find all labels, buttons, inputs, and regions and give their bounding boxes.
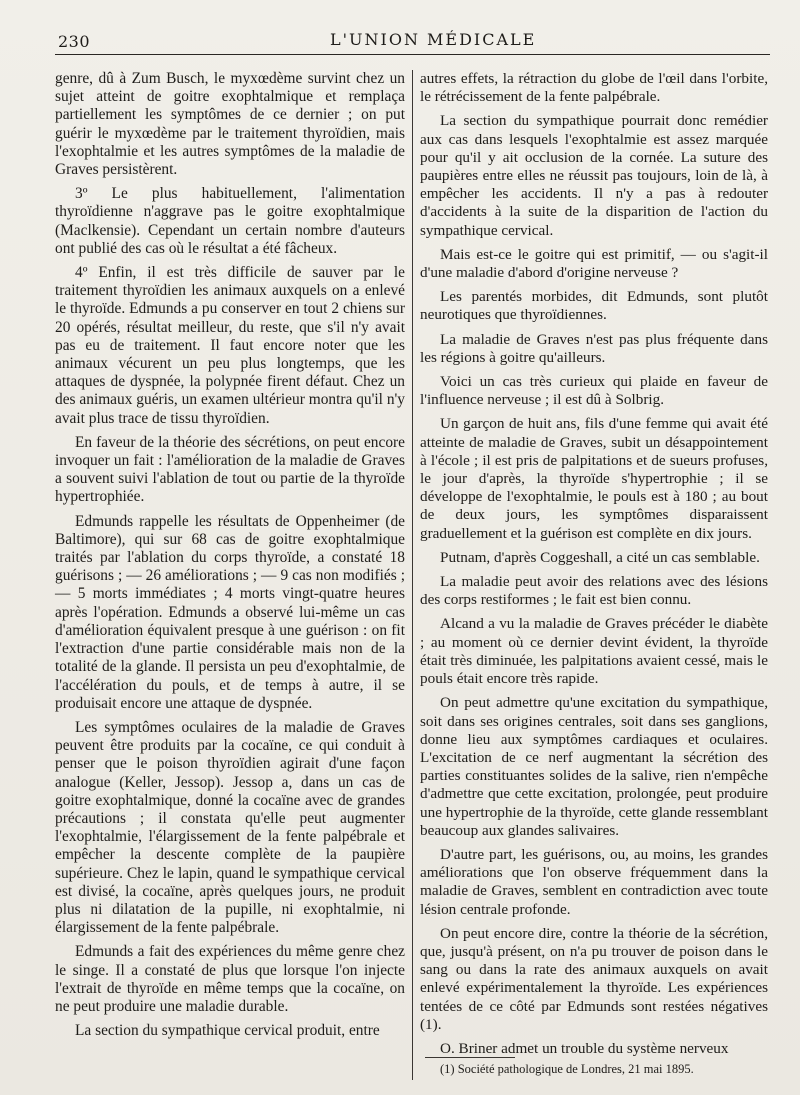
column-divider (412, 70, 413, 1080)
paragraph: La maladie de Graves n'est pas plus fréquente dans les régions à goitre qu'ailleurs. (420, 330, 768, 366)
running-title: L'UNION MÉDICALE (330, 30, 537, 49)
right-column (420, 70, 768, 1064)
paragraph: Voici un cas très curieux qui plaide en faveur de l'influence nerveuse ; il est dû à Solbrig. (420, 373, 768, 409)
footnote: (1) Société pathologique de Londres, 21 mai 1895. (440, 1062, 694, 1076)
paragraph: On peut encore dire, contre la théorie de la sécrétion, que, jusqu'à présent, on n'a pu trouver de poison dans le sang ou dans la rate des animaux auxquels on avait enlevé expérimentalement la thyroïde. Les expériences tentées de ce côté par Edmunds sont restées négatives (1). (420, 924, 768, 1033)
page-header (30, 24, 780, 52)
paragraph: Edmunds a fait des expériences du même genre chez le singe. Il a constaté de plus que lorsque l'on injecte l'extrait de thyroïde en même temps que la cocaïne, on ne peut produire une maladie durable. (55, 943, 405, 1015)
paragraph: On peut admettre qu'une excitation du sympathique, soit dans ses origines centrales, soit dans ses ganglions, donne lieu aux symptômes cardiaques et oculaires. L'excitation de ce nerf augmentant la sécrétion des parties constituantes solides de la salive, rien n'empêche d'admettre que cette excitation, prolongée, peut produire une hypertrophie de la thyroïde, cette glande ressemblant beaucoup aux glandes salivaires. (420, 694, 768, 839)
paragraph: La section du sympathique pourrait donc remédier aux cas dans lesquels l'exophtalmie est assez marquée pour qu'il y ait occlusion de la cornée. La suture des paupières entre elles ne réussit pas toujours, loin de là, à empêcher les accidents. Il n'y a pas à redouter d'accidents à la suite de la disparition de l'action du sympathique cervical. (420, 112, 768, 239)
paragraph: La maladie peut avoir des relations avec des lésions des corps restiformes ; le fait est bien connu. (420, 573, 768, 609)
left-column (55, 70, 405, 1046)
paragraph: Putnam, d'après Coggeshall, a cité un cas semblable. (440, 548, 760, 566)
paragraph: Un garçon de huit ans, fils d'une femme qui avait été atteinte de maladie de Graves, subit un désappointement à l'école ; il est pris de palpitations et de sueurs profuses, le jour d'après, la thyroïde s'hypertrophie ; il se développe de l'exophtalmie, le pouls est à 180 ; au bout de deux jours, les symptômes disparaissent graduellement et la guérison est complète en dix jours. (420, 415, 768, 542)
page-number: 230 (58, 32, 91, 51)
paragraph: 4º Enfin, il est très difficile de sauver par le traitement thyroïdien les animaux auxquels on a enlevé le thyroïde. Edmunds a pu conserver en tout 2 chiens sur 20 opérés, résultat meilleur, du reste, que s'il n'y avait pas eu de traitement. Il faut encore noter que les animaux vécurent un peu plus longtemps, que les attaques de dyspnée, la polypnée firent défaut. Chez un des animaux guéris, un examen ultérieur montra qu'il n'y avait plus trace de tissu thyroïdien. (55, 264, 405, 427)
paragraph: En faveur de la théorie des sécrétions, on peut encore invoquer un fait : l'amélioration de la maladie de Graves a souvent suivi l'ablation de tout ou partie de la thyroïde hypertrophiée. (55, 433, 405, 506)
paragraph: Les symptômes oculaires de la maladie de Graves peuvent être produits par la cocaïne, ce qui conduit à penser que le poison thyroïdien agirait d'une façon analogue (Keller, Jessop). Jessop a, dans un cas de goitre exophtalmique, donné la cocaïne avec de grandes précautions ; il constata qu'elle peut augmenter l'exophtalmie, l'élargissement de la fente palpébrale et empêcher la descente complète de la paupière supérieure. Chez le lapin, quand le sympathique cervical est divisé, la cocaïne, après quelques jours, ne produit plus ni dilatation de la pupille, ni exophtalmie, ni élargissement de la fente palpébrale. (55, 718, 405, 937)
paragraph: La section du sympathique cervical produit, entre (75, 1022, 380, 1040)
paragraph: Edmunds rappelle les résultats de Oppenheimer (de Baltimore), qui sur 68 cas de goitre exophtalmique traités par l'ablation du corps thyroïde, a constaté 18 guérisons ; — 26 améliorations ; — 9 cas non modifiés ; — 5 morts immédiates ; 4 morts vingt-quatre heures après l'opération. Edmunds a observé lui-même un cas d'amélioration équivalent presque à une guérison : on fit l'extraction d'une partie considérable mais non de la totalité de la glande. Il persista un peu d'exophtalmie, de l'accélération du pouls, et de temps à autre, il se produisait encore une attaque de dyspnée. (55, 512, 405, 712)
paragraph: D'autre part, les guérisons, ou, au moins, les grandes améliorations que l'on observe fréquemment dans la maladie de Graves, semblent en contradiction avec toute lésion centrale profonde. (420, 845, 768, 918)
paragraph: Alcand a vu la maladie de Graves précéder le diabète ; au moment où ce dernier devint évident, la thyroïde était très diminuée, les palpitations avaient cessé, mais le pouls était encore très rapide. (420, 615, 768, 688)
header-rule (55, 54, 770, 55)
paragraph: autres effets, la rétraction du globe de l'œil dans l'orbite, le rétrécissement de la fente palpébrale. (420, 70, 768, 106)
footnote-rule (425, 1057, 515, 1058)
paragraph: Les parentés morbides, dit Edmunds, sont plutôt neurotiques que thyroïdiennes. (420, 288, 768, 324)
paragraph: O. Briner admet un trouble du système nerveux (440, 1039, 729, 1057)
paragraph: 3º Le plus habituellement, l'alimentation thyroïdienne n'aggrave pas le goitre exophtalmique (Maclkensie). Cependant un certain nombre d'auteurs ont publié des cas où le résultat a été fâcheux. (55, 185, 405, 257)
paragraph: Mais est-ce le goitre qui est primitif, — ou s'agit-il d'une maladie d'abord d'origine nerveuse ? (420, 245, 768, 282)
paragraph: genre, dû à Zum Busch, le myxœdème survint chez un sujet atteint de goitre exophtalmique et remplaça partiellement les symptômes de ce dernier ; on put guérir le myxœdème par le traitement thyroïdien, mais l'exophtalmie et les autres symptômes de la maladie de Graves persistèrent. (55, 70, 405, 179)
